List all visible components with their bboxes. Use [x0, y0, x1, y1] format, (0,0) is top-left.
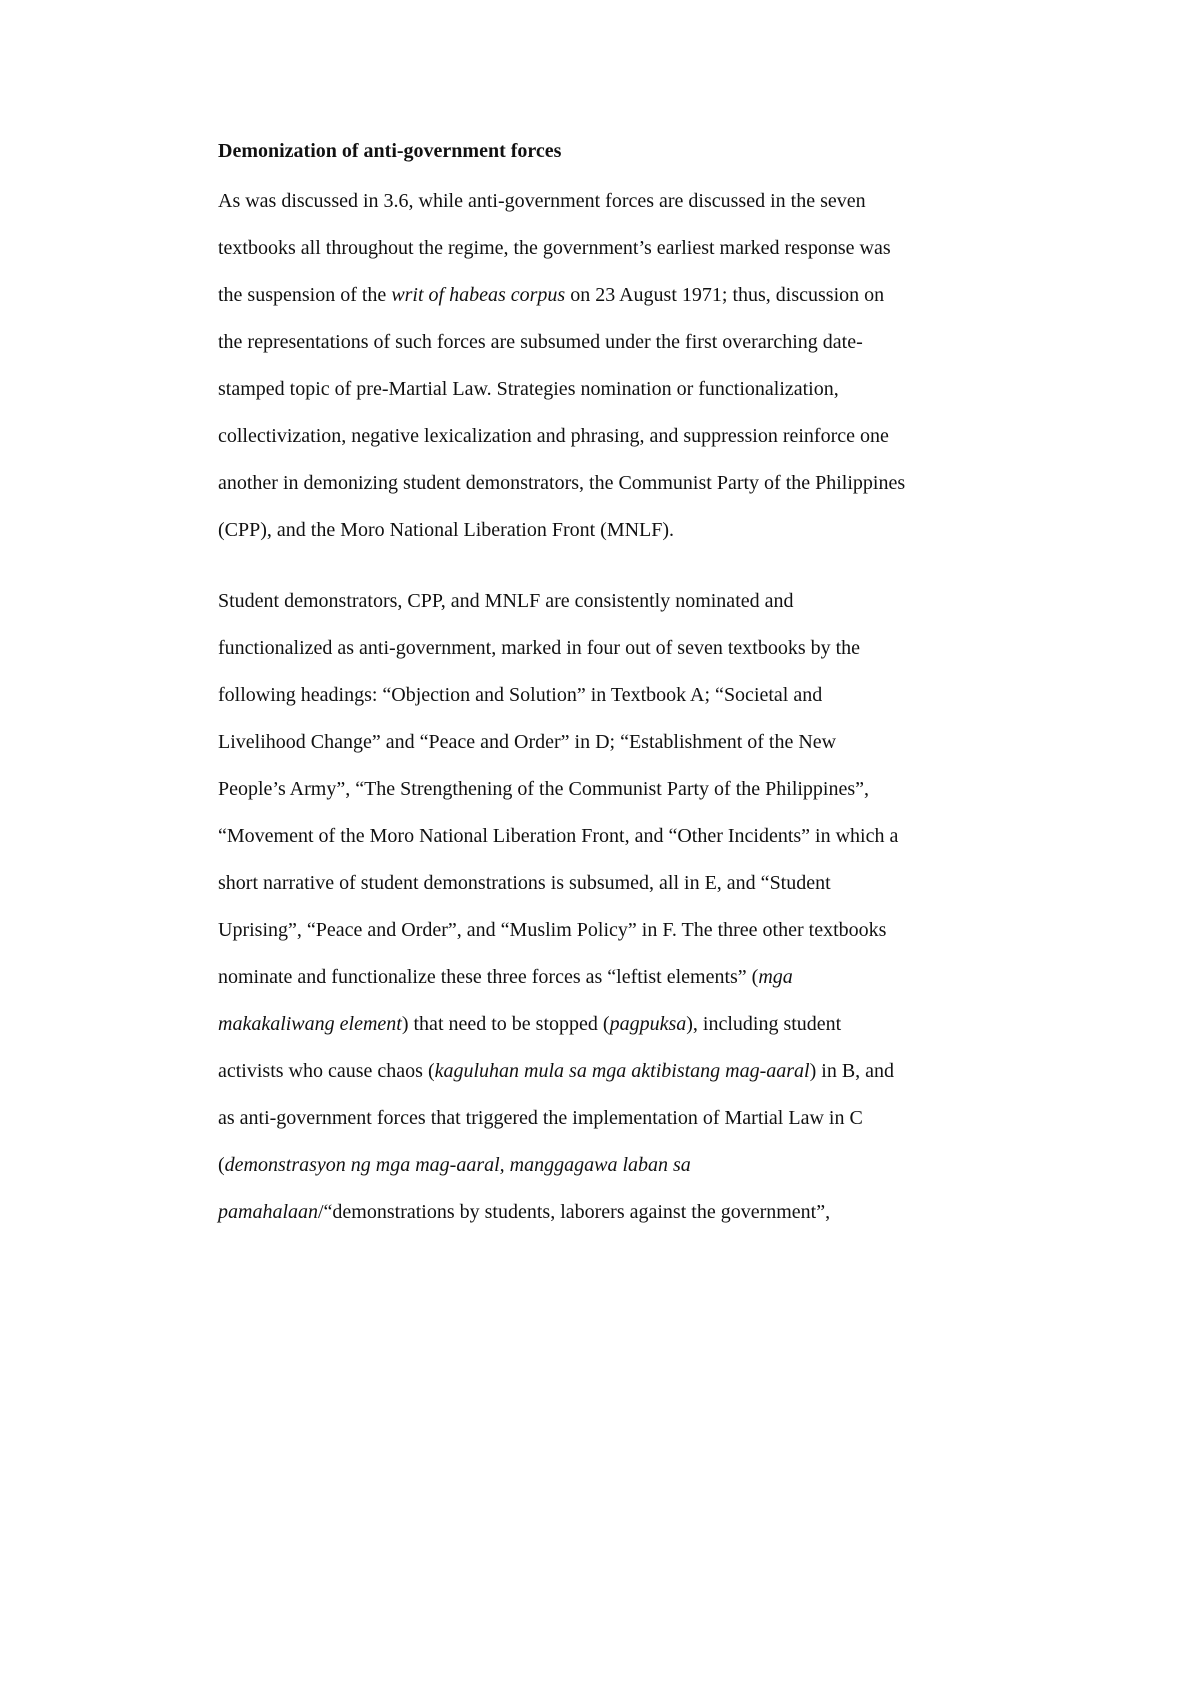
- text-line: [218, 1010, 841, 1038]
- text-run: collectivization, negative lexicalization and phrasing, and suppression reinforce one: [218, 425, 889, 447]
- italic-term: kaguluhan mula sa mga aktibistang mag-aaral: [434, 1060, 810, 1082]
- text-run: following headings: “Objection and Solution” in Textbook A; “Societal and: [218, 684, 823, 706]
- text-line: [218, 1151, 691, 1179]
- text-run: activists who cause chaos (: [218, 1060, 435, 1082]
- text-run: as anti-government forces that triggered the implementation of Martial Law in C: [218, 1107, 863, 1129]
- text-run: Livelihood Change” and “Peace and Order” in D; “Establishment of the New: [218, 731, 837, 753]
- text-run: As was discussed in 3.6, while anti-government forces are discussed in the seven: [218, 190, 866, 212]
- text-line: [218, 516, 674, 544]
- text-line: [218, 963, 793, 991]
- text-line: [218, 328, 863, 356]
- text-run: another in demonizing student demonstrators, the Communist Party of the Philippines: [218, 472, 906, 494]
- italic-term: demonstrasyon ng mga mag-aaral, manggagawa laban sa: [224, 1154, 691, 1176]
- text-run: ) that need to be stopped (: [401, 1013, 610, 1035]
- text-run: stamped topic of pre-Martial Law. Strategies nomination or functionalization,: [218, 378, 839, 400]
- text-run: (CPP), and the Moro National Liberation Front (MNLF).: [218, 519, 675, 541]
- text-line: [218, 775, 869, 803]
- text-run: People’s Army”, “The Strengthening of the Communist Party of the Philippines”,: [218, 778, 870, 800]
- text-run: short narrative of student demonstrations is subsumed, all in E, and “Student: [218, 872, 831, 894]
- text-run: functionalized as anti-government, marked in four out of seven textbooks by the: [218, 637, 861, 659]
- text-line: [218, 869, 831, 897]
- italic-term: writ of habeas corpus: [391, 284, 566, 306]
- text-line: [218, 916, 886, 944]
- section-heading: Demonization of anti-government forces: [218, 140, 562, 162]
- text-run: “Movement of the Moro National Liberation Front, and “Other Incidents” in which a: [218, 825, 899, 847]
- text-run: /“demonstrations by students, laborers against the government”,: [318, 1201, 831, 1223]
- text-run: Student demonstrators, CPP, and MNLF are consistently nominated and: [218, 590, 794, 612]
- text-run: nominate and functionalize these three forces as “leftist elements” (: [218, 966, 759, 988]
- text-line: [218, 1198, 830, 1226]
- text-run: on 23 August 1971; thus, discussion on: [565, 284, 885, 306]
- italic-term: pamahalaan: [218, 1201, 318, 1223]
- text-run: ), including student: [686, 1013, 842, 1035]
- text-line: [218, 634, 860, 662]
- text-line: [218, 728, 836, 756]
- text-run: ) in B, and: [809, 1060, 895, 1082]
- text-line: [218, 422, 889, 450]
- text-line: [218, 469, 905, 497]
- text-line: [218, 822, 898, 850]
- text-line: [218, 375, 839, 403]
- text-line: [218, 234, 891, 262]
- text-run: (: [218, 1154, 225, 1176]
- text-run: the suspension of the: [218, 284, 392, 306]
- text-line: [218, 1104, 863, 1132]
- text-run: Uprising”, “Peace and Order”, and “Muslim Policy” in F. The three other textbooks: [218, 919, 887, 941]
- italic-term: makakaliwang element: [218, 1013, 402, 1035]
- text-line: [218, 281, 884, 309]
- text-line: [218, 187, 866, 215]
- text-line: [218, 1057, 894, 1085]
- text-line: [218, 587, 794, 615]
- text-run: the representations of such forces are subsumed under the first overarching date-: [218, 331, 863, 353]
- italic-term: pagpuksa: [609, 1013, 687, 1035]
- italic-term: mga: [758, 966, 793, 988]
- text-line: [218, 681, 822, 709]
- text-run: textbooks all throughout the regime, the government’s earliest marked response was: [218, 237, 891, 259]
